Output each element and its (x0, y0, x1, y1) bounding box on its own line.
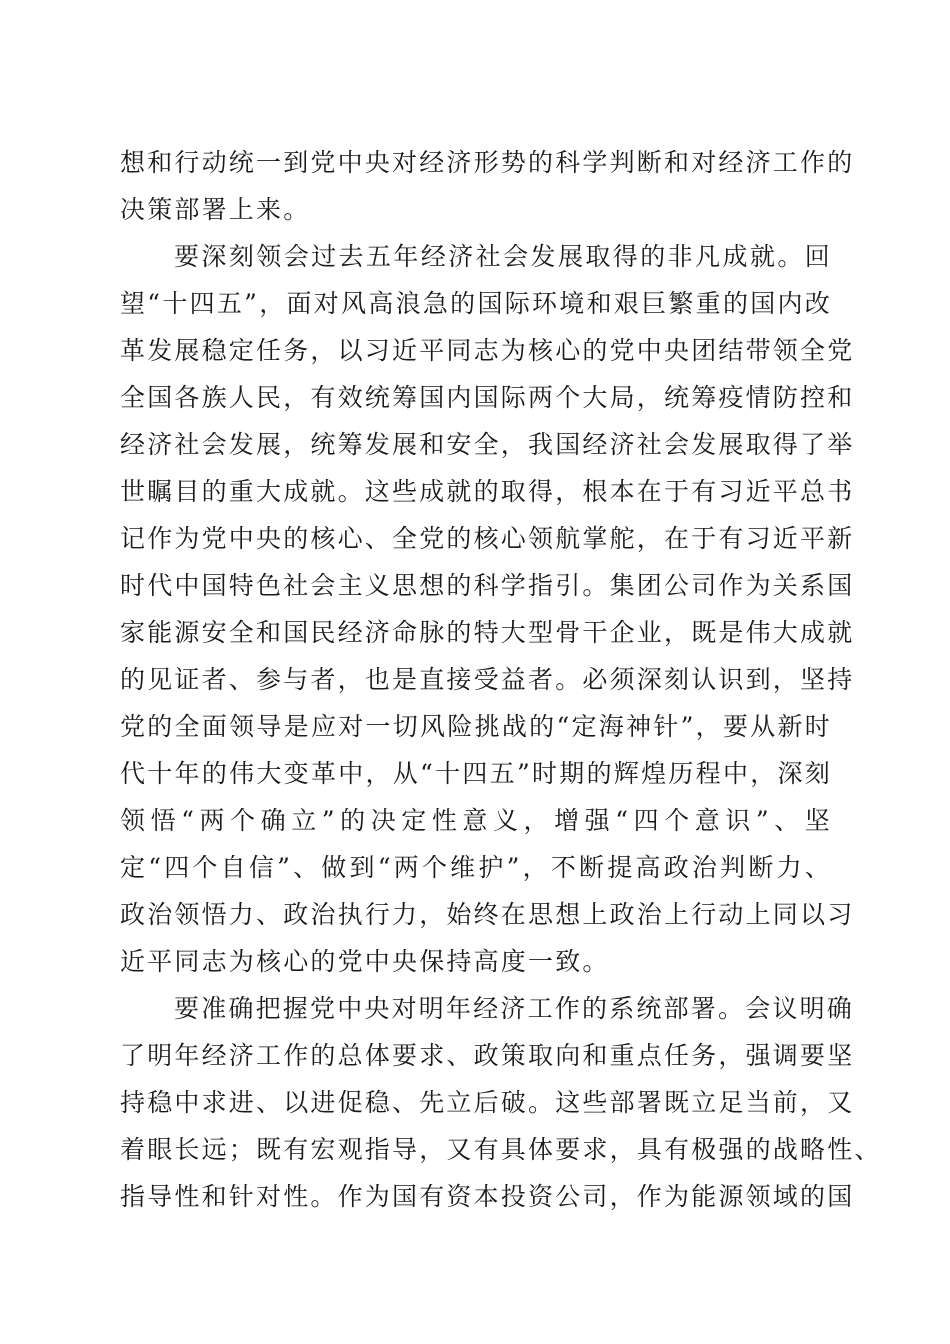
text-line: 要深刻领会过去五年经济社会发展取得的非凡成就。回 (174, 242, 832, 271)
text-line: 的见证者、参与者，也是直接受益者。必须深刻认识到，坚持 (120, 665, 855, 694)
text-line: 代十年的伟大变革中，从“十四五”时期的辉煌历程中，深刻 (120, 759, 832, 788)
text-line: 要准确把握党中央对明年经济工作的系统部署。会议明确 (174, 994, 855, 1023)
text-line: 革发展稳定任务，以习近平同志为核心的党中央团结带领全党 (120, 336, 855, 365)
text-line: 近平同志为核心的党中央保持高度一致。 (120, 947, 610, 976)
text-line: 着眼长远；既有宏观指导，又有具体要求，具有极强的战略性、 (120, 1135, 882, 1164)
text-line: 记作为党中央的核心、全党的核心领航掌舵，在于有习近平新 (120, 524, 855, 553)
text-line: 领悟“两个确立”的决定性意义，增强“四个意识”、坚 (120, 806, 832, 835)
text-line: 定“四个自信”、做到“两个维护”，不断提高政治判断力、 (120, 853, 832, 882)
text-line: 持稳中求进、以进促稳、先立后破。这些部署既立足当前，又 (120, 1088, 855, 1117)
text-line: 决策部署上来。 (120, 195, 311, 224)
paragraph-1 (120, 139, 855, 233)
text-line: 全国各族人民，有效统筹国内国际两个大局，统筹疫情防控和 (120, 383, 855, 412)
text-line: 党的全面领导是应对一切风险挑战的“定海神针”，要从新时 (120, 712, 832, 741)
paragraph-3 (120, 985, 882, 1220)
text-line: 指导性和针对性。作为国有资本投资公司，作为能源领域的国 (120, 1182, 855, 1211)
paragraph-2 (120, 233, 855, 985)
text-line: 家能源安全和国民经济命脉的特大型骨干企业，既是伟大成就 (120, 618, 855, 647)
text-line: 想和行动统一到党中央对经济形势的科学判断和对经济工作的 (120, 148, 855, 177)
document-body (120, 139, 882, 1220)
text-line: 经济社会发展，统筹发展和安全，我国经济社会发展取得了举 (120, 430, 855, 459)
text-line: 政治领悟力、政治执行力，始终在思想上政治上行动上同以习 (120, 900, 855, 929)
text-line: 时代中国特色社会主义思想的科学指引。集团公司作为关系国 (120, 571, 855, 600)
text-line: 望“十四五”，面对风高浪急的国际环境和艰巨繁重的国内改 (120, 289, 832, 318)
text-line: 世瞩目的重大成就。这些成就的取得，根本在于有习近平总书 (120, 477, 855, 506)
text-line: 了明年经济工作的总体要求、政策取向和重点任务，强调要坚 (120, 1041, 855, 1070)
